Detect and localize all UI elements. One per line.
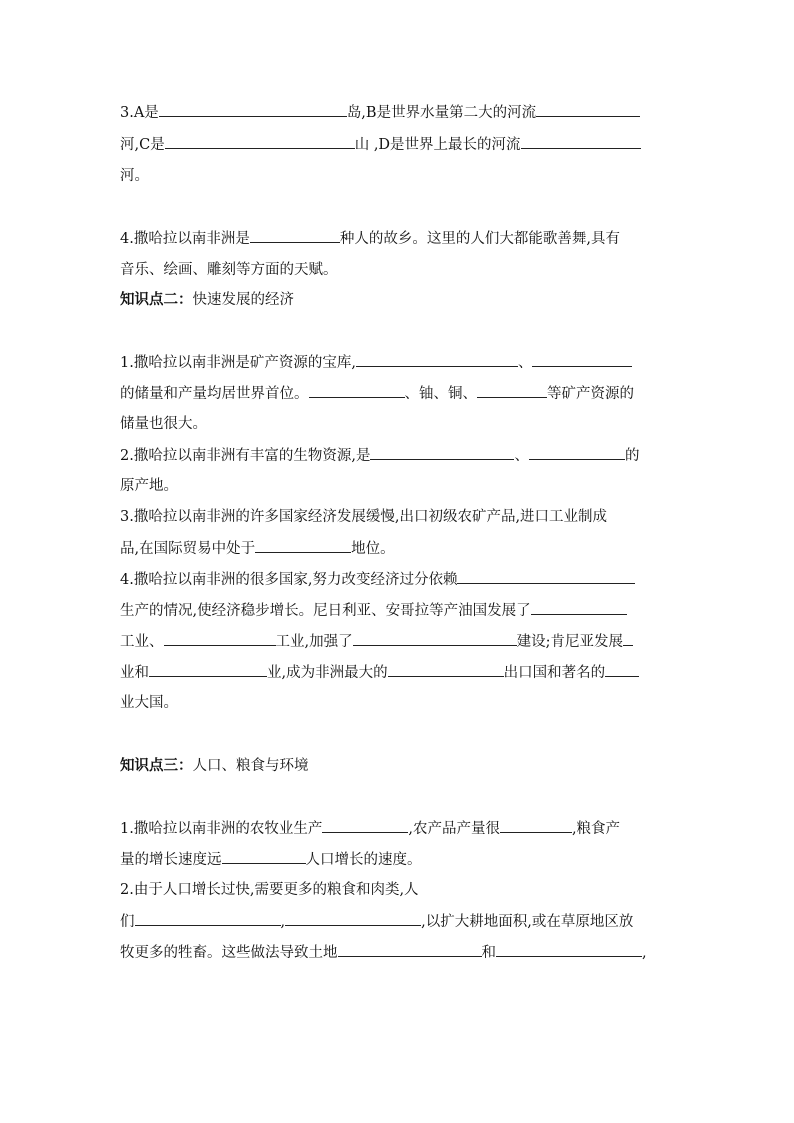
- s2q1-text-a: 1.撒哈拉以南非洲是矿产资源的宝库,: [120, 355, 356, 371]
- answer-blank[interactable]: [338, 942, 482, 957]
- s2q1-text-c: 的储量和产量均居世界首位。: [120, 386, 309, 402]
- q3-text-e: 河。: [120, 168, 149, 184]
- s2q4-text-f: 业和: [120, 665, 149, 681]
- answer-blank[interactable]: [457, 569, 635, 584]
- s2q2-text-b: 、: [514, 448, 529, 464]
- q4-text-a: 4.撒哈拉以南非洲是: [120, 231, 250, 247]
- s2q1-text-d: 、铀、铜、: [404, 386, 477, 402]
- answer-blank[interactable]: [165, 134, 355, 149]
- q3-text-b: 岛,B是世界水量第二大的河流: [346, 105, 537, 121]
- answer-blank[interactable]: [322, 818, 408, 833]
- s2q4-text-i: 业大国。: [120, 695, 178, 711]
- answer-blank[interactable]: [255, 538, 351, 553]
- answer-blank[interactable]: [623, 631, 633, 646]
- q3-line-1: [120, 102, 640, 122]
- s2q1-text-f: 储量也很大。: [120, 416, 207, 432]
- s3q1-text-b: ,农产品产量很: [408, 821, 500, 837]
- answer-blank[interactable]: [159, 102, 347, 117]
- answer-blank[interactable]: [532, 352, 632, 367]
- s2q4-line-4: [120, 662, 639, 682]
- answer-blank[interactable]: [164, 631, 276, 646]
- answer-blank[interactable]: [222, 849, 306, 864]
- s2q3-text-c: 地位。: [351, 541, 395, 557]
- s2q1-text-e: 等矿产资源的: [547, 386, 634, 402]
- q4-text-c: 音乐、绘画、雕刻等方面的天赋。: [120, 262, 338, 278]
- s3q2-line-1: [120, 880, 419, 900]
- heading-label: 知识点二：: [120, 291, 193, 308]
- s2q4-line-5: [120, 693, 178, 713]
- s2q2-line-2: [120, 476, 178, 496]
- answer-blank[interactable]: [531, 600, 627, 615]
- s2q4-text-g: 业,成为非洲最大的: [267, 665, 388, 681]
- s2q3-line-2: [120, 538, 395, 558]
- s2q4-line-3: [120, 631, 633, 651]
- s3q2-text-f: 和: [481, 945, 496, 961]
- answer-blank[interactable]: [536, 102, 640, 117]
- answer-blank[interactable]: [285, 911, 421, 926]
- s3q1-text-d: 量的增长速度远: [120, 852, 222, 868]
- s2q4-text-e: 建设;肯尼亚发展: [516, 634, 623, 650]
- s2q4-line-1: [120, 569, 635, 589]
- answer-blank[interactable]: [496, 942, 642, 957]
- s3q1-line-2: [120, 849, 422, 869]
- s2q3-line-1: [120, 507, 607, 527]
- s3q2-text-d: ,以扩大耕地面积,或在草原地区放: [421, 914, 634, 930]
- s2q1-line-1: [120, 352, 632, 372]
- heading-title: 人口、粮食与环境: [192, 758, 309, 774]
- answer-blank[interactable]: [477, 383, 547, 398]
- heading-label: 知识点三：: [120, 757, 193, 774]
- answer-blank[interactable]: [370, 445, 514, 460]
- s3q2-text-c: ,: [280, 914, 286, 930]
- answer-blank[interactable]: [388, 662, 504, 677]
- section-heading-population: [120, 756, 309, 776]
- s3q2-text-a: 2.由于人口增长过快,需要更多的粮食和肉类,人: [120, 882, 419, 898]
- q3-line-2: [120, 134, 641, 154]
- answer-blank[interactable]: [356, 352, 518, 367]
- s2q3-text-a: 3.撒哈拉以南非洲的许多国家经济发展缓慢,出口初级农矿产品,进口工业制成: [120, 509, 608, 525]
- answer-blank[interactable]: [149, 662, 267, 677]
- answer-blank[interactable]: [500, 818, 572, 833]
- q4-text-b: 种人的故乡。这里的人们大都能歌善舞,具有: [339, 231, 620, 247]
- s3q2-text-e: 牧更多的牲畜。这些做法导致土地: [120, 945, 338, 961]
- s2q3-text-b: 品,在国际贸易中处于: [120, 541, 256, 557]
- s2q4-text-c: 工业、: [120, 634, 164, 650]
- answer-blank[interactable]: [353, 631, 517, 646]
- s2q1-text-b: 、: [517, 355, 533, 371]
- s2q4-text-h: 出口国和著名的: [503, 665, 606, 681]
- answer-blank[interactable]: [250, 228, 340, 243]
- answer-blank[interactable]: [605, 662, 639, 677]
- s3q1-text-a: 1.撒哈拉以南非洲的农牧业生产: [120, 821, 323, 837]
- s3q2-text-b: 们: [120, 914, 135, 930]
- s2q1-line-2: [120, 383, 634, 403]
- q3-text-d: 山 ,D是世界上最长的河流: [354, 137, 521, 153]
- s3q1-text-c: ,粮食产: [571, 821, 621, 837]
- q4-line-2: [120, 260, 338, 280]
- s2q2-text-c: 的: [624, 448, 640, 464]
- s2q4-line-2: [120, 600, 627, 620]
- s2q4-text-d: 工业,加强了: [275, 634, 353, 650]
- q3-text-a: 3.A是: [120, 105, 159, 121]
- q3-text-c: 河,C是: [120, 137, 165, 153]
- s2q1-line-3: [120, 414, 207, 434]
- answer-blank[interactable]: [521, 134, 641, 149]
- s2q4-text-b: 生产的情况,使经济稳步增长。尼日利亚、安哥拉等产油国发展了: [120, 603, 531, 619]
- q3-line-3: [120, 166, 149, 186]
- answer-blank[interactable]: [309, 383, 405, 398]
- s3q1-line-1: [120, 818, 620, 838]
- q4-line-1: [120, 228, 620, 248]
- s3q2-text-g: ,: [642, 945, 647, 961]
- s3q2-line-3: [120, 942, 647, 962]
- s2q2-text-d: 原产地。: [120, 478, 178, 494]
- section-heading-economy: [120, 290, 294, 310]
- s2q4-text-a: 4.撒哈拉以南非洲的很多国家,努力改变经济过分依赖: [120, 572, 458, 588]
- s2q2-line-1: [120, 445, 639, 465]
- s3q2-line-2: [120, 911, 633, 931]
- s2q2-text-a: 2.撒哈拉以南非洲有丰富的生物资源,是: [120, 448, 371, 464]
- answer-blank[interactable]: [135, 911, 281, 926]
- heading-title: 快速发展的经济: [192, 292, 294, 308]
- answer-blank[interactable]: [529, 445, 625, 460]
- s3q1-text-e: 人口增长的速度。: [305, 852, 422, 868]
